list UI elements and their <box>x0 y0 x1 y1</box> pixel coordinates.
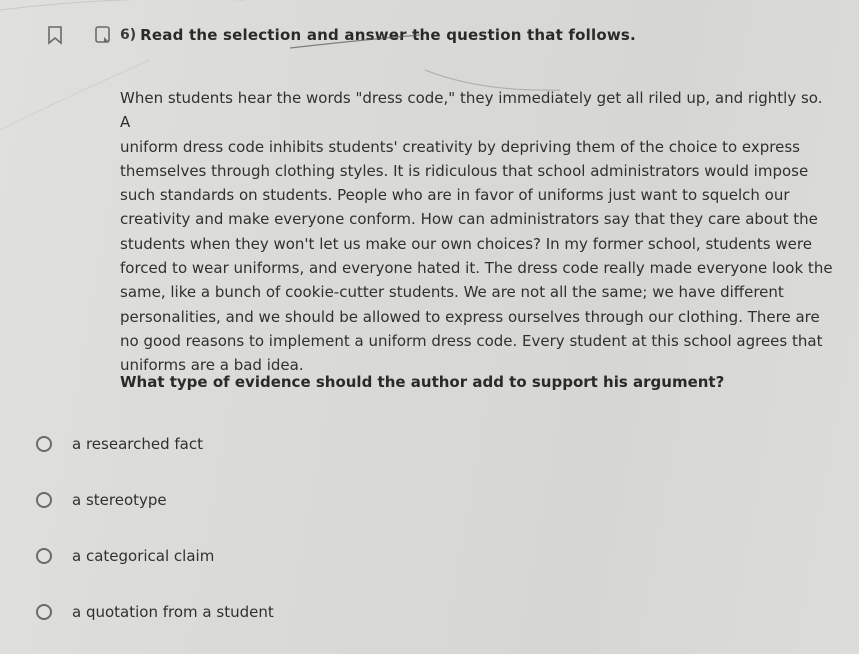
passage-line: no good reasons to implement a uniform dress code. Every student at this school agrees that <box>120 331 823 350</box>
passage-line: students when they won't let us make our own choices? In my former school, students were <box>120 234 812 253</box>
answer-option-d[interactable] <box>36 598 274 626</box>
passage-line: same, like a bunch of cookie-cutter students. We are not all the same; we have different <box>120 283 784 302</box>
passage-line: uniforms are a bad idea. <box>120 356 304 375</box>
answer-option-b[interactable] <box>36 486 274 514</box>
instruction-text: Read the selection and answer the question that follows. <box>140 26 636 44</box>
answer-option-c[interactable] <box>36 542 274 570</box>
option-label: a quotation from a student <box>72 603 274 621</box>
passage-line: When students hear the words "dress code," they immediately get all riled up, and rightly so. A <box>120 89 823 132</box>
radio-button[interactable] <box>36 436 52 452</box>
question-header <box>44 22 636 48</box>
passage-line: personalities, and we should be allowed to express ourselves through our clothing. There are <box>120 307 820 326</box>
option-label: a categorical claim <box>72 547 215 565</box>
answer-options <box>36 430 274 654</box>
option-label: a stereotype <box>72 491 167 509</box>
radio-button[interactable] <box>36 604 52 620</box>
radio-button[interactable] <box>36 492 52 508</box>
passage-line: forced to wear uniforms, and everyone hated it. The dress code really made everyone look the <box>120 259 833 278</box>
passage-line: creativity and make everyone conform. How can administrators say that they care about the <box>120 210 818 229</box>
question-number: 6) <box>120 27 137 43</box>
passage-line: themselves through clothing styles. It is ridiculous that school administrators would impose <box>120 161 809 180</box>
passage-line: uniform dress code inhibits students' creativity by depriving them of the choice to express <box>120 137 800 156</box>
answer-option-a[interactable] <box>36 430 274 458</box>
passage-line: such standards on students. People who are in favor of uniforms just want to squelch our <box>120 186 790 205</box>
reading-passage <box>120 86 835 378</box>
radio-button[interactable] <box>36 548 52 564</box>
flag-icon[interactable] <box>92 24 114 46</box>
option-label: a researched fact <box>72 435 203 453</box>
question-prompt: What type of evidence should the author add to support his argument? <box>120 373 725 391</box>
bookmark-icon[interactable] <box>44 24 66 46</box>
